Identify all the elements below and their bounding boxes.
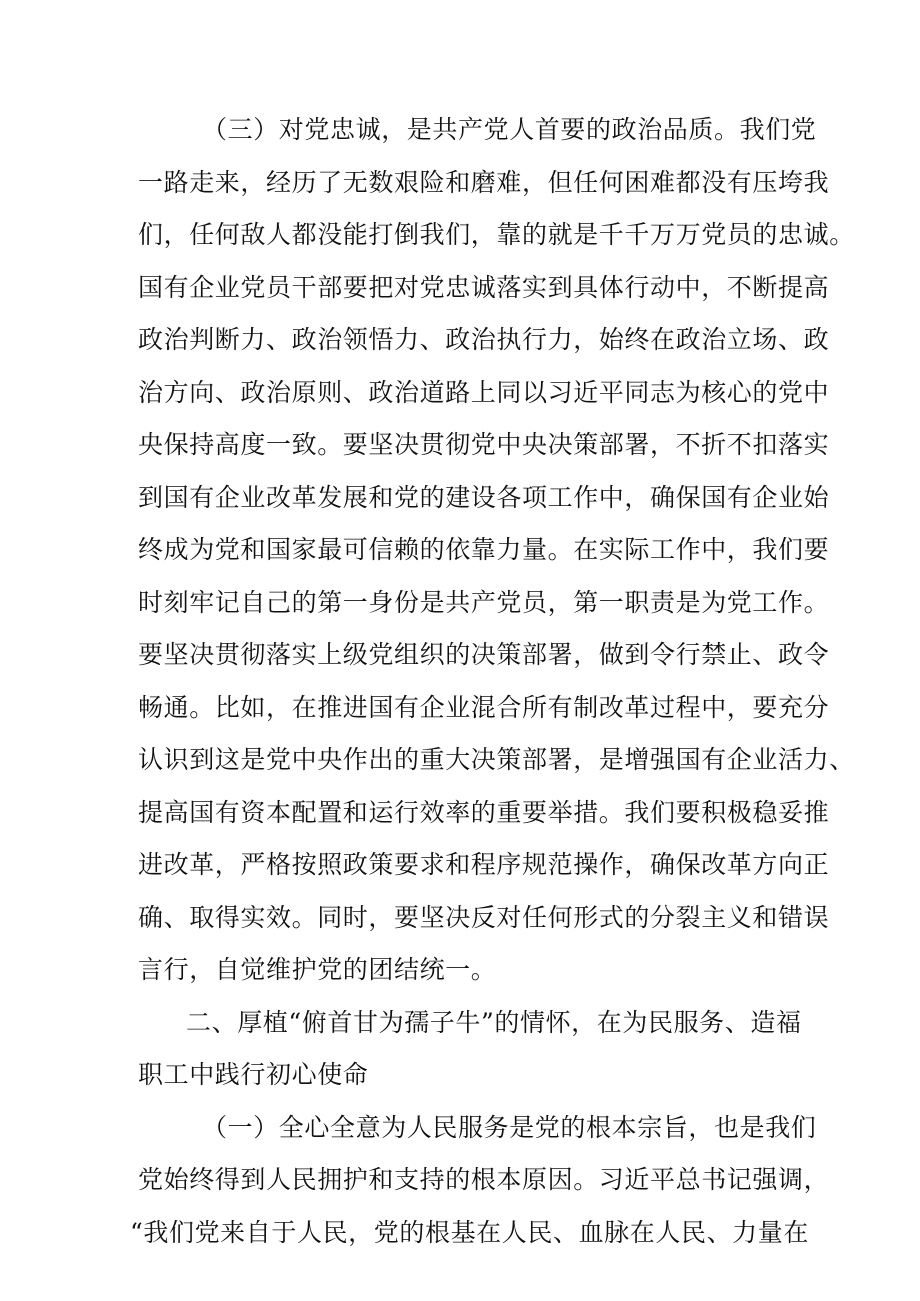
paragraph-service	[130, 1102, 830, 1260]
text-line: 言行，自觉维护党的团结统一。	[138, 955, 497, 984]
text-line: 党始终得到人民拥护和支持的根本原因。习近平总书记强调，	[138, 1165, 830, 1194]
text-line: 确、取得实效。同时，要坚决反对任何形式的分裂主义和错误	[138, 902, 830, 932]
text-line: （三）对党忠诚，是共产党人首要的政治品质。我们党	[202, 115, 817, 144]
text-line: 终成为党和国家最可信赖的依靠力量。在实际工作中，我们要	[138, 535, 830, 564]
text-line: 国有企业党员干部要把对党忠诚落实到具体行动中，不断提高	[138, 272, 830, 302]
text-line: （一）全心全意为人民服务是党的根本宗旨，也是我们	[202, 1112, 817, 1142]
text-line: 畅通。比如，在推进国有企业混合所有制改革过程中，要充分	[138, 692, 830, 722]
text-line: 提高国有资本配置和运行效率的重要举措。我们要积极稳妥推	[138, 797, 830, 827]
paragraph-loyalty	[138, 104, 855, 997]
text-line: “我们党来自于人民，党的根基在人民、血脉在人民、力量在	[130, 1217, 809, 1247]
text-line: 治方向、政治原则、政治道路上同以习近平同志为核心的党中	[138, 377, 830, 407]
text-line: 们，任何敌人都没能打倒我们，靠的就是千千万万党员的忠诚。	[138, 220, 855, 249]
heading-line: 职工中践行初心使命	[138, 1060, 369, 1089]
text-line: 要坚决贯彻落实上级党组织的决策部署，做到令行禁止、政令	[138, 640, 830, 669]
document-body	[130, 104, 855, 1259]
heading-line: 二、厚植“俯首甘为孺子牛”的情怀，在为民服务、造福	[186, 1007, 802, 1037]
text-line: 时刻牢记自己的第一身份是共产党员，第一职责是为党工作。	[138, 587, 830, 617]
text-line: 一路走来，经历了无数艰险和磨难，但任何困难都没有压垮我	[138, 167, 830, 197]
text-line: 政治判断力、政治领悟力、政治执行力，始终在政治立场、政	[138, 325, 830, 354]
text-line: 央保持高度一致。要坚决贯彻党中央决策部署，不折不扣落实	[138, 430, 830, 459]
section-heading	[138, 997, 802, 1102]
text-line: 认识到这是党中央作出的重大决策部署，是增强国有企业活力、	[138, 745, 855, 774]
text-line: 到国有企业改革发展和党的建设各项工作中，确保国有企业始	[138, 482, 830, 512]
text-line: 进改革，严格按照政策要求和程序规范操作，确保改革方向正	[138, 850, 830, 879]
